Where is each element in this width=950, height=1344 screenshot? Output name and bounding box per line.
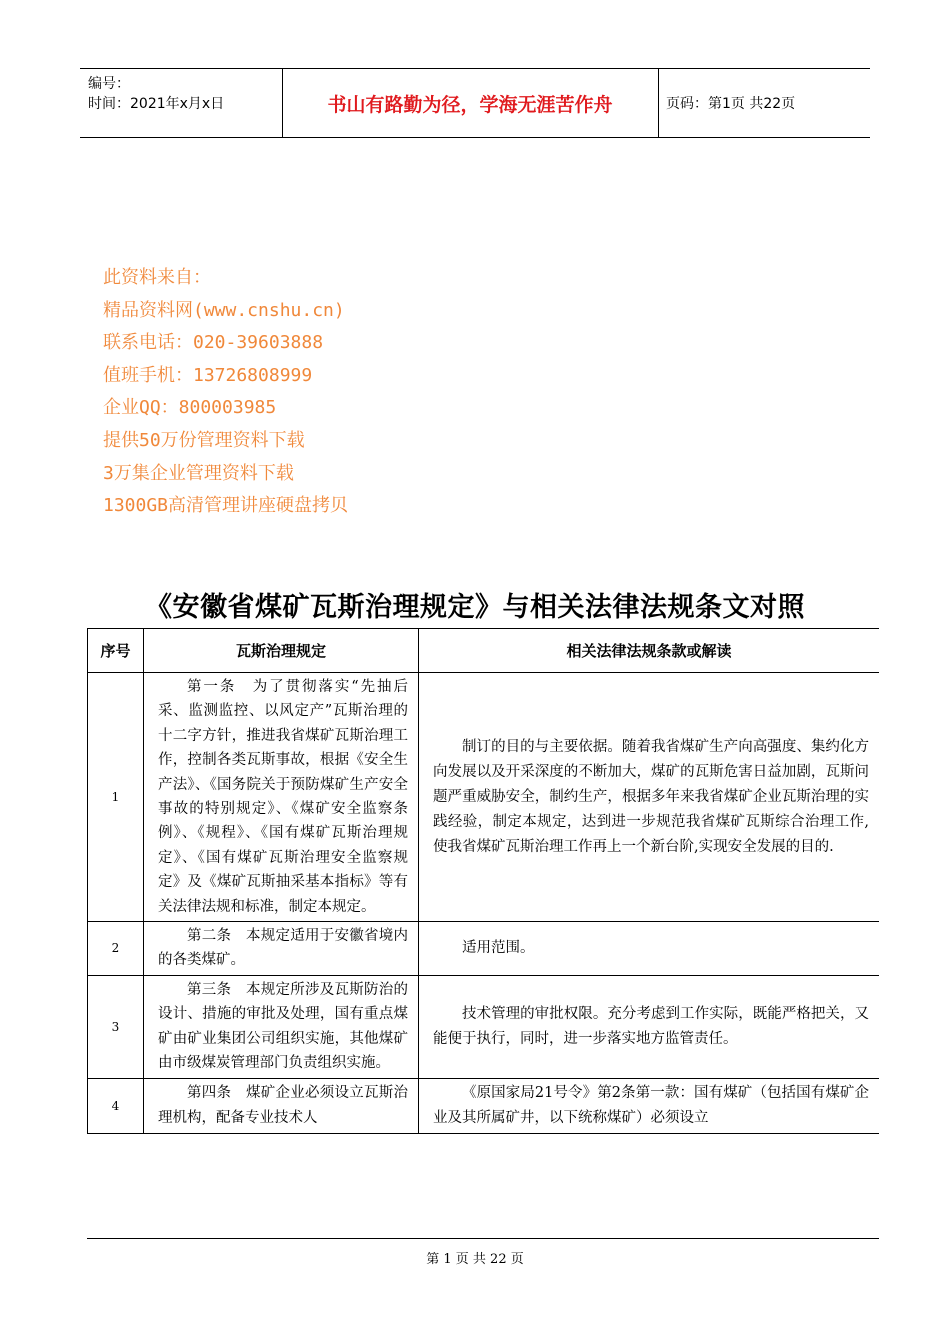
promo-line: 精品资料网(www.cnshu.cn) [103,299,345,321]
comparison-table [87,628,879,1134]
table-row [88,975,880,1078]
row-number: 3 [88,975,144,1078]
header-time-label: 时间：2021年x月x日 [88,96,225,112]
page-footer: 第 1 页 共 22 页 [426,1252,524,1267]
comparison-table-wrap [87,628,879,1239]
row-number: 4 [88,1078,144,1133]
row-rule-text: 第三条 本规定所涉及瓦斯防治的设计、措施的审批及处理，国有重点煤矿由矿业集团公司组织实施，其他煤矿由市级煤炭管理部门负责组织实施。 [144,975,419,1078]
header-number-label: 编号： [88,76,130,92]
promo-line: 此资料来自： [103,267,211,288]
row-number: 1 [88,673,144,922]
header-page-info: 页码：第1页 共22页 [666,96,796,112]
row-law-text: 制订的目的与主要依据。随着我省煤矿生产向高强度、集约化方向发展以及开采深度的不断加大，煤矿的瓦斯危害日益加剧，瓦斯问题严重威胁安全，制约生产，根据多年来我省煤矿企业瓦斯治理的实践经验，制定本规定，达到进一步规范我省煤矿瓦斯综合治理工作,使我省煤矿瓦斯治理工作再上一个新台阶,实现安全发展的目的. [419,673,880,922]
promo-line: 1300GB高清管理讲座硬盘拷贝 [103,495,349,517]
document-title: 《安徽省煤矿瓦斯治理规定》与相关法律法规条文对照 [145,592,805,623]
row-law-text: 技术管理的审批权限。充分考虑到工作实际，既能严格把关，又能便于执行，同时，进一步落实地方监管责任。 [419,975,880,1078]
promo-line: 3万集企业管理资料下载 [103,462,294,484]
promo-line: 联系电话：020-39603888 [103,332,324,354]
page-header [80,68,870,138]
table-row [88,1078,880,1133]
table-header-row [88,629,880,673]
promo-line: 值班手机：13726808999 [103,364,313,386]
row-law-text: 适用范围。 [419,922,880,976]
row-rule-text: 第四条 煤矿企业必须设立瓦斯治理机构，配备专业技术人 [144,1078,419,1133]
header-number: 序号 [88,629,144,673]
table-row [88,922,880,976]
promo-line: 企业QQ：800003985 [103,397,277,419]
promo-line: 提供50万份管理资料下载 [103,429,305,451]
header-rule: 瓦斯治理规定 [144,629,419,673]
row-number: 2 [88,922,144,976]
row-rule-text: 第一条 为了贯彻落实“先抽后采、监测监控、以风定产”瓦斯治理的十二字方针，推进我省煤矿瓦斯治理工作，控制各类瓦斯事故，根据《安全生产法》、《国务院关于预防煤矿生产安全事故的特别规定》、《煤矿安全监察条例》、《规程》、《国有煤矿瓦斯治理规定》、《国有煤矿瓦斯治理安全监察规定》及《煤矿瓦斯抽采基本指标》等有关法律法规和标准，制定本规定。 [144,673,419,922]
header-meta-cell [80,69,283,137]
row-rule-text: 第二条 本规定适用于安徽省境内的各类煤矿。 [144,922,419,976]
header-motto: 书山有路勤为径，学海无涯苦作舟 [282,69,659,137]
table-row [88,673,880,922]
promo-block [103,262,348,523]
header-law: 相关法律法规条款或解读 [419,629,880,673]
row-law-text: 《原国家局21号令》第2条第一款：国有煤矿（包括国有煤矿企业及其所属矿井，以下统称煤矿）必须设立 [419,1078,880,1133]
